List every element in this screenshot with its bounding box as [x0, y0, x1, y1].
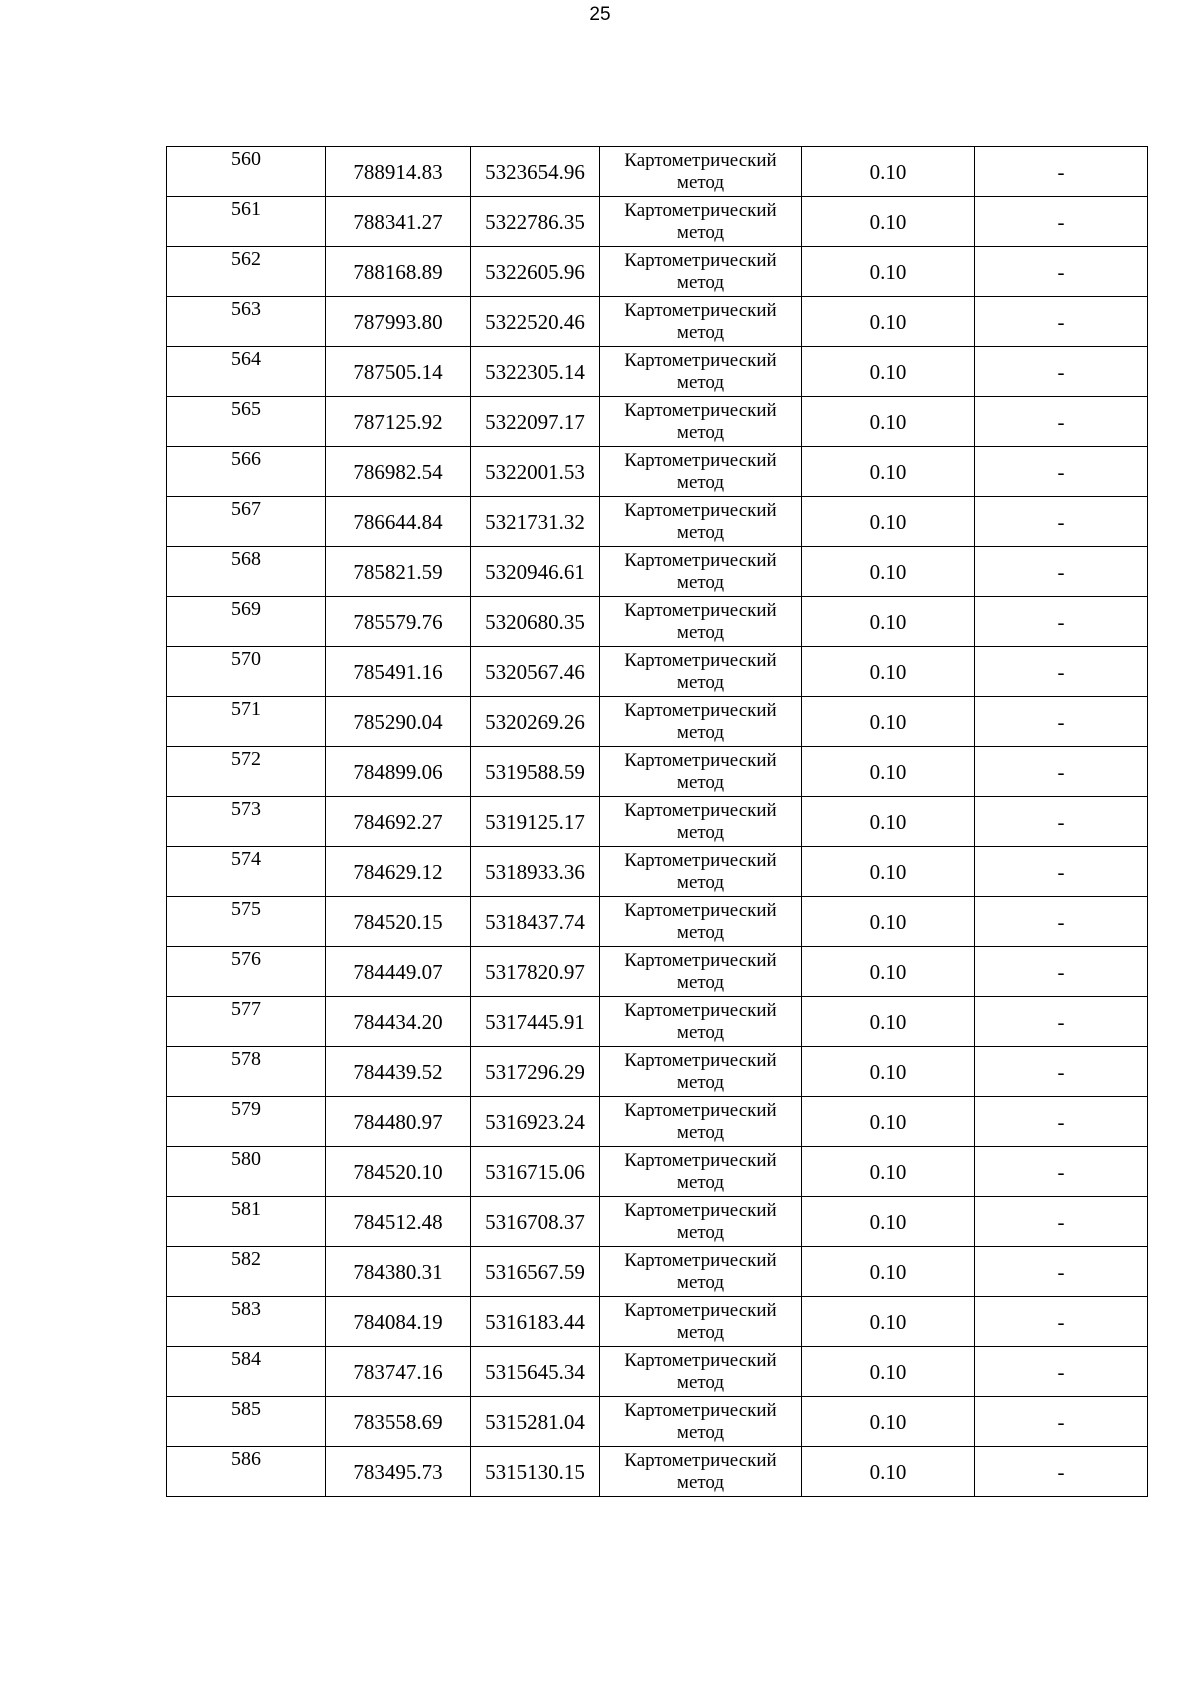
point-number-cell: 578 [167, 1047, 326, 1097]
method-label-line2: метод [676, 1271, 725, 1293]
method-label-line2: метод [676, 1371, 725, 1393]
x-coordinate-cell: 787125.92 [326, 397, 471, 447]
point-number-cell: 585 [167, 1397, 326, 1447]
point-number-cell: 566 [167, 447, 326, 497]
method-cell [600, 1147, 802, 1197]
method-cell [600, 897, 802, 947]
note-cell: - [975, 997, 1148, 1047]
accuracy-cell: 0.10 [802, 1447, 975, 1497]
accuracy-cell: 0.10 [802, 647, 975, 697]
table-row [167, 147, 1148, 197]
x-coordinate-cell: 784520.10 [326, 1147, 471, 1197]
method-cell [600, 647, 802, 697]
method-label-line2: метод [676, 421, 725, 443]
y-coordinate-cell: 5316923.24 [471, 1097, 600, 1147]
method-label-line2: метод [676, 721, 725, 743]
method-label-line1: Картометрический [624, 1049, 777, 1071]
point-number-cell: 572 [167, 747, 326, 797]
y-coordinate-cell: 5315281.04 [471, 1397, 600, 1447]
x-coordinate-cell: 788914.83 [326, 147, 471, 197]
note-cell: - [975, 1347, 1148, 1397]
method-label-line2: метод [676, 1171, 725, 1193]
accuracy-cell: 0.10 [802, 247, 975, 297]
method-cell [600, 1047, 802, 1097]
y-coordinate-cell: 5316183.44 [471, 1297, 600, 1347]
table-row [167, 397, 1148, 447]
x-coordinate-cell: 784480.97 [326, 1097, 471, 1147]
method-cell [600, 447, 802, 497]
point-number-cell: 560 [167, 147, 326, 197]
y-coordinate-cell: 5321731.32 [471, 497, 600, 547]
accuracy-cell: 0.10 [802, 747, 975, 797]
accuracy-cell: 0.10 [802, 297, 975, 347]
method-label-line2: метод [676, 921, 725, 943]
method-label-line1: Картометрический [624, 599, 777, 621]
x-coordinate-cell: 783747.16 [326, 1347, 471, 1397]
method-label-line2: метод [676, 821, 725, 843]
method-label-line2: метод [676, 1421, 725, 1443]
method-label-line1: Картометрический [624, 1399, 777, 1421]
method-label-line1: Картометрический [624, 1299, 777, 1321]
accuracy-cell: 0.10 [802, 797, 975, 847]
method-label-line1: Картометрический [624, 799, 777, 821]
method-label-line2: метод [676, 221, 725, 243]
x-coordinate-cell: 788341.27 [326, 197, 471, 247]
method-label-line2: метод [676, 371, 725, 393]
method-label-line1: Картометрический [624, 749, 777, 771]
table-row [167, 747, 1148, 797]
y-coordinate-cell: 5316715.06 [471, 1147, 600, 1197]
note-cell: - [975, 347, 1148, 397]
note-cell: - [975, 397, 1148, 447]
point-number-cell: 569 [167, 597, 326, 647]
accuracy-cell: 0.10 [802, 597, 975, 647]
table-row [167, 997, 1148, 1047]
note-cell: - [975, 497, 1148, 547]
method-label-line1: Картометрический [624, 1149, 777, 1171]
point-number-cell: 574 [167, 847, 326, 897]
accuracy-cell: 0.10 [802, 1247, 975, 1297]
y-coordinate-cell: 5322305.14 [471, 347, 600, 397]
method-label-line2: метод [676, 971, 725, 993]
y-coordinate-cell: 5322605.96 [471, 247, 600, 297]
x-coordinate-cell: 784692.27 [326, 797, 471, 847]
y-coordinate-cell: 5322520.46 [471, 297, 600, 347]
method-cell [600, 247, 802, 297]
method-cell [600, 597, 802, 647]
table-row [167, 197, 1148, 247]
note-cell: - [975, 1397, 1148, 1447]
accuracy-cell: 0.10 [802, 447, 975, 497]
note-cell: - [975, 1047, 1148, 1097]
point-number-cell: 568 [167, 547, 326, 597]
x-coordinate-cell: 785491.16 [326, 647, 471, 697]
method-label-line1: Картометрический [624, 999, 777, 1021]
y-coordinate-cell: 5315130.15 [471, 1447, 600, 1497]
method-label-line1: Картометрический [624, 899, 777, 921]
accuracy-cell: 0.10 [802, 1297, 975, 1347]
method-label-line1: Картометрический [624, 699, 777, 721]
page-number: 25 [589, 4, 611, 25]
table-row [167, 1147, 1148, 1197]
table-row [167, 1397, 1148, 1447]
accuracy-cell: 0.10 [802, 947, 975, 997]
table-row [167, 247, 1148, 297]
note-cell: - [975, 147, 1148, 197]
table-row [167, 1197, 1148, 1247]
accuracy-cell: 0.10 [802, 997, 975, 1047]
x-coordinate-cell: 786982.54 [326, 447, 471, 497]
point-number-cell: 565 [167, 397, 326, 447]
method-label-line1: Картометрический [624, 249, 777, 271]
y-coordinate-cell: 5322001.53 [471, 447, 600, 497]
point-number-cell: 580 [167, 1147, 326, 1197]
x-coordinate-cell: 785821.59 [326, 547, 471, 597]
method-label-line1: Картометрический [624, 299, 777, 321]
method-cell [600, 1347, 802, 1397]
method-label-line1: Картометрический [624, 949, 777, 971]
accuracy-cell: 0.10 [802, 497, 975, 547]
y-coordinate-cell: 5316567.59 [471, 1247, 600, 1297]
method-label-line2: метод [676, 1321, 725, 1343]
method-cell [600, 697, 802, 747]
x-coordinate-cell: 785579.76 [326, 597, 471, 647]
method-label-line2: метод [676, 321, 725, 343]
table-row [167, 1047, 1148, 1097]
point-number-cell: 561 [167, 197, 326, 247]
method-label-line2: метод [676, 471, 725, 493]
y-coordinate-cell: 5319588.59 [471, 747, 600, 797]
table-row [167, 297, 1148, 347]
note-cell: - [975, 797, 1148, 847]
accuracy-cell: 0.10 [802, 347, 975, 397]
table-row [167, 1097, 1148, 1147]
x-coordinate-cell: 784449.07 [326, 947, 471, 997]
x-coordinate-cell: 785290.04 [326, 697, 471, 747]
method-cell [600, 397, 802, 447]
point-number-cell: 581 [167, 1197, 326, 1247]
x-coordinate-cell: 783558.69 [326, 1397, 471, 1447]
method-label-line1: Картометрический [624, 649, 777, 671]
table-row [167, 947, 1148, 997]
accuracy-cell: 0.10 [802, 847, 975, 897]
accuracy-cell: 0.10 [802, 1047, 975, 1097]
method-label-line2: метод [676, 1021, 725, 1043]
point-number-cell: 563 [167, 297, 326, 347]
method-label-line1: Картометрический [624, 349, 777, 371]
note-cell: - [975, 1297, 1148, 1347]
point-number-cell: 570 [167, 647, 326, 697]
note-cell: - [975, 897, 1148, 947]
method-cell [600, 947, 802, 997]
y-coordinate-cell: 5317296.29 [471, 1047, 600, 1097]
y-coordinate-cell: 5323654.96 [471, 147, 600, 197]
method-cell [600, 1397, 802, 1447]
x-coordinate-cell: 784899.06 [326, 747, 471, 797]
table-row [167, 447, 1148, 497]
method-label-line2: метод [676, 571, 725, 593]
method-label-line1: Картометрический [624, 1099, 777, 1121]
note-cell: - [975, 1447, 1148, 1497]
accuracy-cell: 0.10 [802, 897, 975, 947]
method-label-line1: Картометрический [624, 1349, 777, 1371]
method-label-line2: метод [676, 1471, 725, 1493]
table-row [167, 597, 1148, 647]
accuracy-cell: 0.10 [802, 697, 975, 747]
x-coordinate-cell: 783495.73 [326, 1447, 471, 1497]
accuracy-cell: 0.10 [802, 1097, 975, 1147]
method-label-line1: Картометрический [624, 1199, 777, 1221]
method-label-line1: Картометрический [624, 549, 777, 571]
note-cell: - [975, 1247, 1148, 1297]
method-label-line2: метод [676, 1071, 725, 1093]
method-label-line2: метод [676, 871, 725, 893]
point-number-cell: 577 [167, 997, 326, 1047]
note-cell: - [975, 297, 1148, 347]
method-label-line1: Картометрический [624, 849, 777, 871]
table-row [167, 897, 1148, 947]
note-cell: - [975, 647, 1148, 697]
y-coordinate-cell: 5320680.35 [471, 597, 600, 647]
method-label-line2: метод [676, 771, 725, 793]
x-coordinate-cell: 786644.84 [326, 497, 471, 547]
method-label-line2: метод [676, 171, 725, 193]
point-number-cell: 571 [167, 697, 326, 747]
method-cell [600, 547, 802, 597]
point-number-cell: 573 [167, 797, 326, 847]
table-row [167, 697, 1148, 747]
x-coordinate-cell: 784629.12 [326, 847, 471, 897]
note-cell: - [975, 697, 1148, 747]
method-label-line1: Картометрический [624, 199, 777, 221]
method-label-line1: Картометрический [624, 1249, 777, 1271]
x-coordinate-cell: 784434.20 [326, 997, 471, 1047]
x-coordinate-cell: 784512.48 [326, 1197, 471, 1247]
note-cell: - [975, 747, 1148, 797]
method-label-line1: Картометрический [624, 499, 777, 521]
note-cell: - [975, 197, 1148, 247]
y-coordinate-cell: 5320946.61 [471, 547, 600, 597]
x-coordinate-cell: 784439.52 [326, 1047, 471, 1097]
point-number-cell: 576 [167, 947, 326, 997]
table-row [167, 1297, 1148, 1347]
y-coordinate-cell: 5320269.26 [471, 697, 600, 747]
method-cell [600, 997, 802, 1047]
note-cell: - [975, 947, 1148, 997]
table-row [167, 497, 1148, 547]
x-coordinate-cell: 787993.80 [326, 297, 471, 347]
accuracy-cell: 0.10 [802, 1197, 975, 1247]
note-cell: - [975, 1147, 1148, 1197]
x-coordinate-cell: 784084.19 [326, 1297, 471, 1347]
accuracy-cell: 0.10 [802, 1397, 975, 1447]
table-row [167, 797, 1148, 847]
point-number-cell: 584 [167, 1347, 326, 1397]
table-row [167, 347, 1148, 397]
method-label-line2: метод [676, 671, 725, 693]
table-row [167, 847, 1148, 897]
point-number-cell: 575 [167, 897, 326, 947]
method-label-line2: метод [676, 521, 725, 543]
method-label-line1: Картометрический [624, 449, 777, 471]
note-cell: - [975, 247, 1148, 297]
y-coordinate-cell: 5318933.36 [471, 847, 600, 897]
x-coordinate-cell: 784380.31 [326, 1247, 471, 1297]
table-row [167, 1247, 1148, 1297]
note-cell: - [975, 1197, 1148, 1247]
method-label-line1: Картометрический [624, 1449, 777, 1471]
table-row [167, 1347, 1148, 1397]
method-cell [600, 1247, 802, 1297]
accuracy-cell: 0.10 [802, 1347, 975, 1397]
table-row [167, 1447, 1148, 1497]
y-coordinate-cell: 5320567.46 [471, 647, 600, 697]
method-label-line2: метод [676, 1221, 725, 1243]
y-coordinate-cell: 5319125.17 [471, 797, 600, 847]
accuracy-cell: 0.10 [802, 147, 975, 197]
method-label-line2: метод [676, 271, 725, 293]
method-cell [600, 197, 802, 247]
accuracy-cell: 0.10 [802, 197, 975, 247]
method-cell [600, 1197, 802, 1247]
x-coordinate-cell: 784520.15 [326, 897, 471, 947]
method-cell [600, 347, 802, 397]
method-cell [600, 797, 802, 847]
point-number-cell: 583 [167, 1297, 326, 1347]
y-coordinate-cell: 5316708.37 [471, 1197, 600, 1247]
note-cell: - [975, 1097, 1148, 1147]
y-coordinate-cell: 5317445.91 [471, 997, 600, 1047]
y-coordinate-cell: 5318437.74 [471, 897, 600, 947]
point-number-cell: 562 [167, 247, 326, 297]
method-cell [600, 497, 802, 547]
x-coordinate-cell: 788168.89 [326, 247, 471, 297]
note-cell: - [975, 847, 1148, 897]
point-number-cell: 586 [167, 1447, 326, 1497]
method-cell [600, 147, 802, 197]
note-cell: - [975, 547, 1148, 597]
table-row [167, 647, 1148, 697]
coordinates-table-body [167, 147, 1148, 1497]
table-row [167, 547, 1148, 597]
y-coordinate-cell: 5322786.35 [471, 197, 600, 247]
method-label-line2: метод [676, 621, 725, 643]
x-coordinate-cell: 787505.14 [326, 347, 471, 397]
point-number-cell: 582 [167, 1247, 326, 1297]
coordinates-table [166, 146, 1148, 1497]
y-coordinate-cell: 5322097.17 [471, 397, 600, 447]
method-cell [600, 847, 802, 897]
point-number-cell: 579 [167, 1097, 326, 1147]
point-number-cell: 564 [167, 347, 326, 397]
method-cell [600, 1097, 802, 1147]
note-cell: - [975, 597, 1148, 647]
method-cell [600, 297, 802, 347]
method-cell [600, 1447, 802, 1497]
accuracy-cell: 0.10 [802, 397, 975, 447]
y-coordinate-cell: 5315645.34 [471, 1347, 600, 1397]
point-number-cell: 567 [167, 497, 326, 547]
y-coordinate-cell: 5317820.97 [471, 947, 600, 997]
method-label-line1: Картометрический [624, 399, 777, 421]
accuracy-cell: 0.10 [802, 1147, 975, 1197]
method-label-line1: Картометрический [624, 149, 777, 171]
note-cell: - [975, 447, 1148, 497]
method-cell [600, 747, 802, 797]
method-cell [600, 1297, 802, 1347]
accuracy-cell: 0.10 [802, 547, 975, 597]
method-label-line2: метод [676, 1121, 725, 1143]
